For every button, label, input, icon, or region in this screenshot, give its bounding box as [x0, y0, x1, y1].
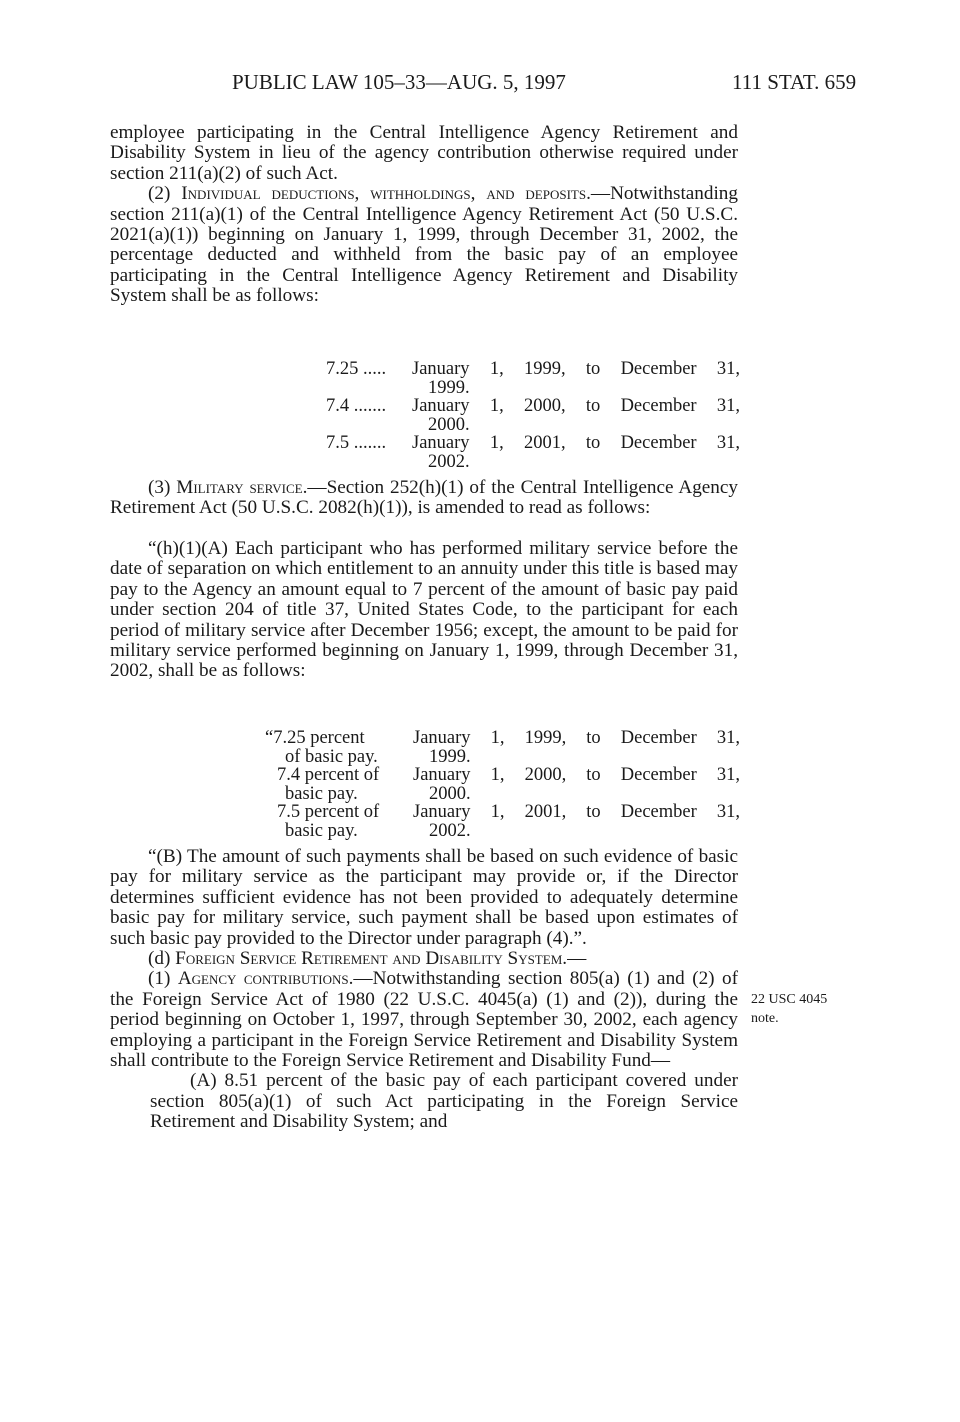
rate-value: 7.4 .......	[326, 396, 387, 416]
paragraph-heading: Individual deductions, withholdings, and deposits.	[181, 183, 591, 205]
rate-period: January 1, 1999, to December 31,	[412, 359, 740, 379]
rate-value-cont: of basic pay.	[285, 746, 378, 767]
quoted-subsection-a: “(h)(1)(A) Each participant who has performed military service before the date of separation on which entitlement to an annuity under this title is based may pay to the Agency an amount equal to 7 percent of the amount of basic pay paid under section 204 of title 37, United States Code, to the participant for each period of military service after December 1956; except, the amount to be paid for military service performed beginning on January 1, 1999, through December 31, 2002, shall be as follows:	[110, 538, 738, 682]
text-block-military-service	[110, 478, 738, 519]
paragraph-number: (2)	[148, 183, 171, 205]
paragraph-heading: Agency contributions.	[177, 968, 354, 990]
rate-value-cont: basic pay.	[285, 820, 358, 841]
rate-period: January 1, 2001, to December 31,	[412, 433, 740, 453]
rate-value: 7.25 .....	[326, 359, 387, 379]
rate-row	[326, 434, 740, 471]
subsection-dash: —	[567, 948, 587, 970]
rate-value: “7.25 percent	[265, 728, 365, 748]
text-block-intro	[110, 123, 738, 307]
rate-period-end: 2000.	[429, 783, 471, 804]
paragraph-body: —Notwithstanding section 805(a) (1) and (2) of the Foreign Service Act of 1980 (22 U.S.C. 4045(a) (1) and (2)), during the period beginning on October 1, 1997, through September 30, 2002, each agency employing a participant in the Foreign Service Retirement and Disability System shall contribute to the Foreign Service Retirement and Disability Fund—	[110, 968, 738, 1072]
rate-period-end: 2000.	[428, 414, 470, 435]
rate-period-end: 2002.	[429, 820, 471, 841]
rate-period: January 1, 2001, to December 31,	[413, 802, 740, 822]
paragraph-body: —Notwithstanding section 211(a)(1) of the Central Intelligence Agency Retirement Act (50 U.S.C. 2021(a)(1)) beginning on January 1, 1999, through December 31, 2002, the percentage deducted and withheld from the basic pay of an employee participating in the Central Intelligence Agency Retirement and Disability System shall be as follows:	[110, 183, 738, 307]
rate-value: 7.5 .......	[326, 433, 387, 453]
running-header-title: PUBLIC LAW 105–33—AUG. 5, 1997	[232, 70, 566, 94]
subsection-heading: Foreign Service Retirement and Disability System.	[175, 948, 568, 970]
paragraph-2	[110, 184, 738, 306]
rate-value-cont: basic pay.	[285, 783, 358, 804]
margin-note-citation: 22 USC 4045	[751, 992, 828, 1007]
paragraph-number: (1)	[148, 968, 171, 990]
text-block-amendment	[110, 539, 738, 682]
statute-page-number: 111 STAT. 659	[732, 70, 857, 94]
subsection-number: (d)	[148, 948, 171, 970]
rate-row	[265, 766, 740, 803]
rate-period: January 1, 2000, to December 31,	[412, 396, 740, 416]
deduction-rate-table	[326, 360, 740, 476]
paragraph-d1	[70, 969, 738, 1071]
rate-row	[326, 397, 740, 434]
paragraph-3	[110, 478, 738, 519]
rate-row	[265, 729, 740, 766]
text-block-subparagraph-b	[110, 847, 738, 1133]
rate-row	[265, 803, 740, 840]
rate-period: January 1, 1999, to December 31,	[413, 728, 740, 748]
paragraph-number: (3)	[148, 477, 171, 498]
continued-paragraph: employee participating in the Central Intelligence Agency Retirement and Disability System in lieu of the agency contribution otherwise required under section 211(a)(2) of such Act.	[110, 122, 738, 184]
rate-row	[326, 360, 740, 397]
paragraph-heading: Military service.	[176, 477, 308, 498]
margin-note	[751, 990, 827, 1028]
rate-value: 7.4 percent of	[277, 765, 380, 785]
margin-note-label: note.	[751, 1011, 779, 1026]
subparagraph-a: (A) 8.51 percent of the basic pay of each participant covered under section 805(a)(1) of such Act participating in the Foreign Service Retirement and Disability System; and	[150, 1070, 738, 1133]
rate-period: January 1, 2000, to December 31,	[413, 765, 740, 785]
quoted-subsection-b: “(B) The amount of such payments shall be based on such evidence of basic pay for military service as the participant may provide or, if the Director determines sufficient evidence has not been provided to adequately determine basic pay for military service, such payment shall be based upon estimates of such basic pay provided to the Director under paragraph (4).”.	[110, 846, 738, 949]
rate-period-end: 1999.	[428, 377, 470, 398]
subsection-d	[110, 949, 738, 969]
military-rate-table	[265, 729, 740, 845]
paragraph-body: —Section 252(h)(1) of the Central Intelligence Agency Retirement Act (50 U.S.C. 2082(h)(1)), is amended to read as follows:	[110, 477, 739, 519]
rate-period-end: 2002.	[428, 451, 470, 472]
rate-period-end: 1999.	[429, 746, 471, 767]
rate-value: 7.5 percent of	[277, 802, 380, 822]
